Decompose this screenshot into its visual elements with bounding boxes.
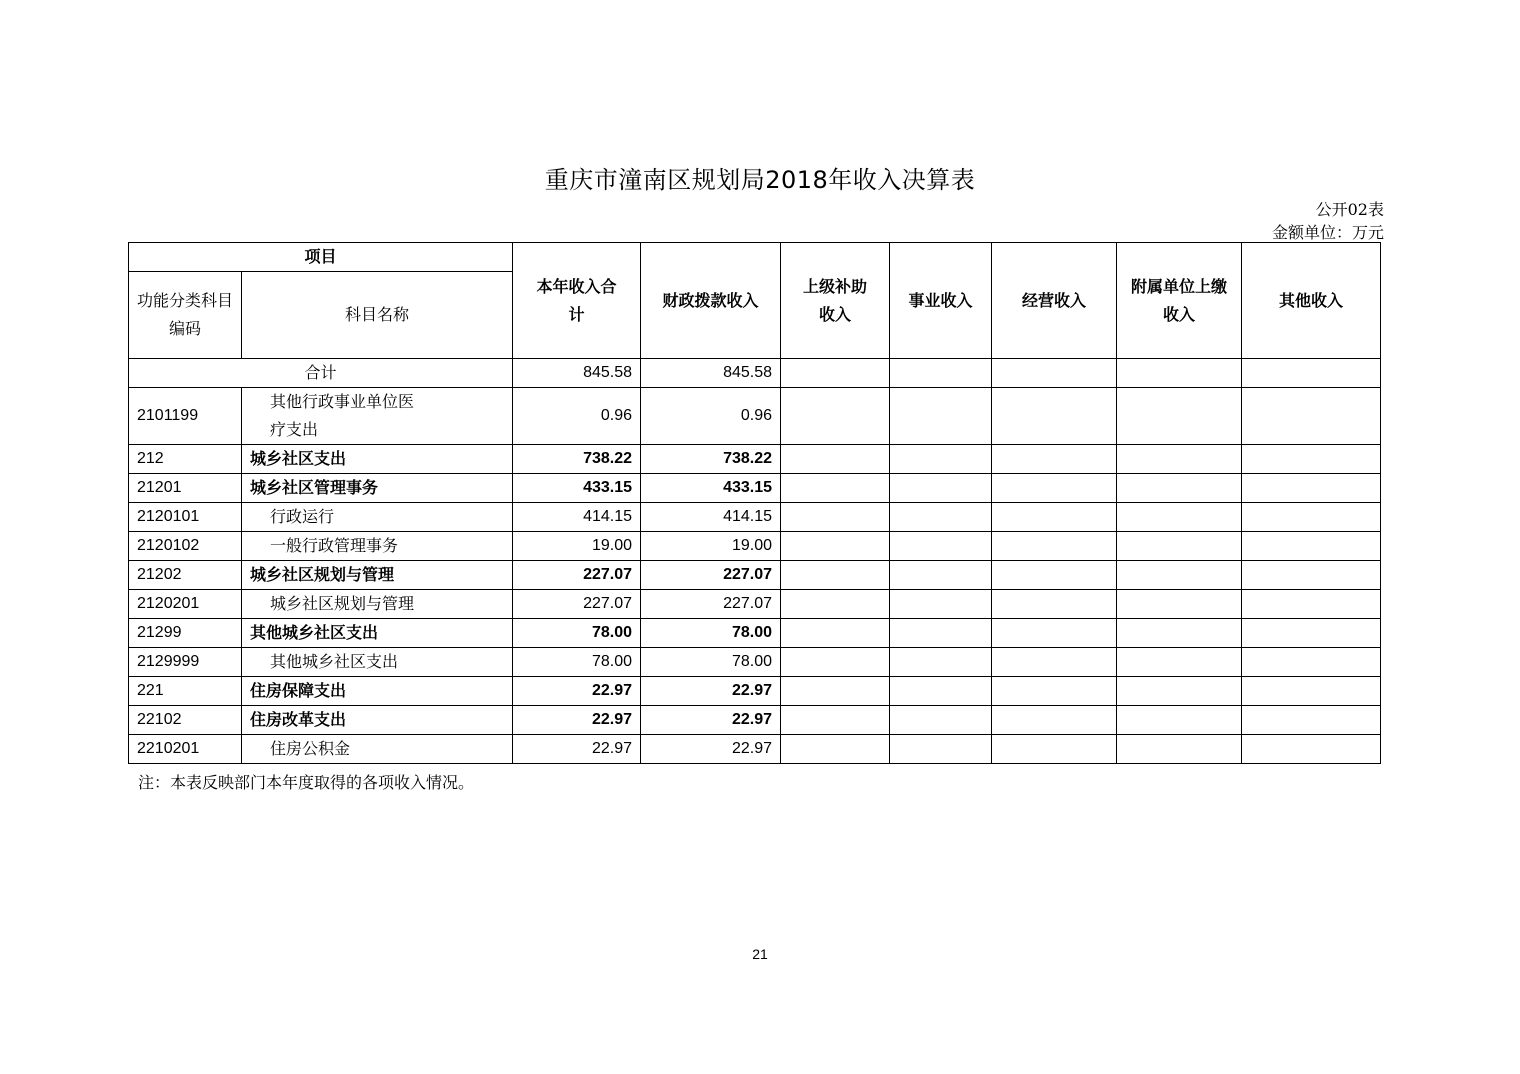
row-total-income: 22.97 [513, 706, 641, 735]
table-row [129, 735, 1381, 764]
table-row [129, 590, 1381, 619]
row-fiscal: 414.15 [641, 503, 781, 532]
row-name: 其他城乡社区支出 [242, 648, 513, 677]
page-number: 21 [752, 946, 768, 962]
table-row [129, 677, 1381, 706]
row-code: 2101199 [129, 388, 242, 445]
row-code: 212 [129, 445, 242, 474]
page-title: 重庆市潼南区规划局2018年收入决算表 [544, 166, 976, 194]
row-total-income: 738.22 [513, 445, 641, 474]
row-total-income: 227.07 [513, 561, 641, 590]
income-table [128, 242, 1381, 764]
row-code: 21201 [129, 474, 242, 503]
row-fiscal: 19.00 [641, 532, 781, 561]
table-row [129, 561, 1381, 590]
row-total-income: 227.07 [513, 590, 641, 619]
row-name: 城乡社区规划与管理 [242, 561, 513, 590]
total-fiscal-value: 845.58 [641, 359, 781, 388]
table-row [129, 706, 1381, 735]
header-other-income: 其他收入 [1242, 243, 1381, 359]
row-fiscal: 433.15 [641, 474, 781, 503]
row-name: 其他城乡社区支出 [242, 619, 513, 648]
header-fiscal-income: 财政拨款收入 [641, 243, 781, 359]
row-total-income: 22.97 [513, 677, 641, 706]
amount-unit: 金额单位：万元 [1271, 223, 1384, 242]
row-total-income: 0.96 [513, 388, 641, 445]
row-total-income: 433.15 [513, 474, 641, 503]
table-row [129, 619, 1381, 648]
row-total-income: 414.15 [513, 503, 641, 532]
row-name: 住房公积金 [242, 735, 513, 764]
row-code: 2120201 [129, 590, 242, 619]
row-fiscal: 22.97 [641, 735, 781, 764]
row-total-income: 78.00 [513, 648, 641, 677]
row-fiscal: 78.00 [641, 619, 781, 648]
row-total-income: 22.97 [513, 735, 641, 764]
row-name: 其他行政事业单位医疗支出 [242, 388, 513, 445]
header-business-income: 事业收入 [890, 243, 992, 359]
header-upper-subsidy: 上级补助收入 [781, 243, 890, 359]
form-number: 公开02表 [1315, 200, 1384, 219]
table-row [129, 532, 1381, 561]
header-project: 项目 [129, 243, 513, 272]
table-row [129, 445, 1381, 474]
row-name: 一般行政管理事务 [242, 532, 513, 561]
row-fiscal: 78.00 [641, 648, 781, 677]
row-total-income: 19.00 [513, 532, 641, 561]
row-code: 2120101 [129, 503, 242, 532]
row-name: 行政运行 [242, 503, 513, 532]
header-total-income: 本年收入合计 [513, 243, 641, 359]
row-fiscal: 0.96 [641, 388, 781, 445]
table-note: 注：本表反映部门本年度取得的各项收入情况。 [138, 773, 475, 792]
row-fiscal: 22.97 [641, 706, 781, 735]
row-code: 2129999 [129, 648, 242, 677]
table-row [129, 388, 1381, 445]
total-income-value: 845.58 [513, 359, 641, 388]
row-fiscal: 227.07 [641, 561, 781, 590]
row-fiscal: 22.97 [641, 677, 781, 706]
row-fiscal: 738.22 [641, 445, 781, 474]
row-code: 2210201 [129, 735, 242, 764]
row-code: 221 [129, 677, 242, 706]
row-name: 住房保障支出 [242, 677, 513, 706]
row-code: 21299 [129, 619, 242, 648]
total-label: 合计 [129, 359, 513, 388]
header-name: 科目名称 [242, 272, 513, 359]
header-operating-income: 经营收入 [992, 243, 1117, 359]
row-code: 22102 [129, 706, 242, 735]
row-name: 城乡社区支出 [242, 445, 513, 474]
row-name: 住房改革支出 [242, 706, 513, 735]
header-affiliated-income: 附属单位上缴收入 [1117, 243, 1242, 359]
total-row [129, 359, 1381, 388]
row-code: 21202 [129, 561, 242, 590]
table-row [129, 503, 1381, 532]
row-name: 城乡社区规划与管理 [242, 590, 513, 619]
table-row [129, 474, 1381, 503]
header-code: 功能分类科目编码 [129, 272, 242, 359]
row-total-income: 78.00 [513, 619, 641, 648]
table-row [129, 648, 1381, 677]
row-fiscal: 227.07 [641, 590, 781, 619]
row-code: 2120102 [129, 532, 242, 561]
row-name: 城乡社区管理事务 [242, 474, 513, 503]
